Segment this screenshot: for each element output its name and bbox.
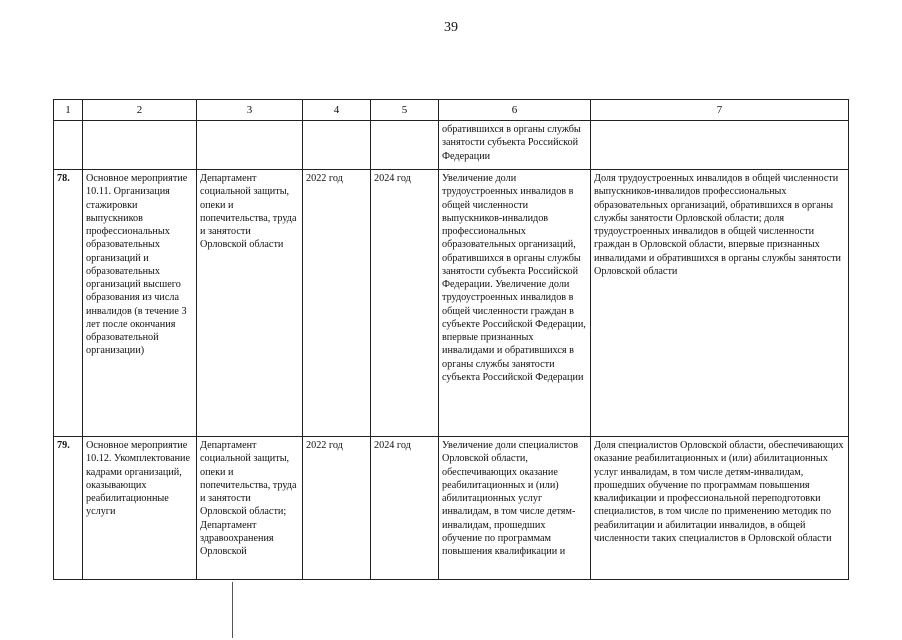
page-number: 39 xyxy=(444,20,458,35)
cell-result: Увеличение доли специалистов Орловской области, обеспечивающих оказание реабилитационных и (или) абилитационных услуг инвалидам, в том числе детям-инвалидам, прошедших обучение по программам повышения квалификации и xyxy=(439,437,591,580)
cell-measure: Основное мероприятие 10.12. Укомплектование кадрами организаций, оказывающих реабилитационные услуги xyxy=(83,437,197,580)
cell-empty xyxy=(197,121,303,170)
table-header-row xyxy=(54,100,849,121)
column-header-3: 3 xyxy=(197,100,303,121)
cell-row-number: 78. xyxy=(54,170,83,437)
cell-executor: Департамент социальной защиты, опеки и попечительства, труда и занятости Орловской области; Департамент здравоохранения Орловской xyxy=(197,437,303,580)
cell-row-number: 79. xyxy=(54,437,83,580)
cell-measure: Основное мероприятие 10.11. Организация стажировки выпускников профессиональных образовательных организаций и образовательных организаций высшего образования из числа инвалидов (в течение 3 лет после окончания образовательной организации) xyxy=(83,170,197,437)
cell-empty xyxy=(83,121,197,170)
cell-indicator: Доля специалистов Орловской области, обеспечивающих оказание реабилитационных и (или) абилитационных услуг инвалидам, в том числе детям-инвалидам, прошедших обучение по программам повышения квалификации и профессиональной переподготовки специалистов, в том числе по применению методик по реабилитации и абилитации инвалидов, в общей численности таких специалистов в Орловской области xyxy=(591,437,849,580)
fold-line xyxy=(232,582,233,638)
column-header-7: 7 xyxy=(591,100,849,121)
table-row xyxy=(54,437,849,580)
column-header-5: 5 xyxy=(371,100,439,121)
cell-empty xyxy=(303,121,371,170)
cell-indicator: Доля трудоустроенных инвалидов в общей численности выпускников-инвалидов профессиональных образовательных организаций, обратившихся в органы службы занятости Орловской области; доля трудоустроенных инвалидов в общей численности граждан в Орловской области, впервые признанных инвалидами и обратившихся в органы службы занятости Орловской области xyxy=(591,170,849,437)
cell-empty xyxy=(371,121,439,170)
table-row-continuation xyxy=(54,121,849,170)
cell-executor: Департамент социальной защиты, опеки и попечительства, труда и занятости Орловской области xyxy=(197,170,303,437)
measures-table xyxy=(53,99,849,580)
column-header-1: 1 xyxy=(54,100,83,121)
cell-end-year: 2024 год xyxy=(371,437,439,580)
cell-empty xyxy=(54,121,83,170)
cell-start-year: 2022 год xyxy=(303,170,371,437)
cell-result: Увеличение доли трудоустроенных инвалидов в общей численности выпускников-инвалидов профессиональных образовательных организаций, обратившихся в органы службы занятости субъекта Российской Федерации. Увеличение доли трудоустроенных инвалидов в общей численности граждан в субъекте Российской Федерации, впервые признанных инвалидами и обратившихся в органы службы занятости субъекта Российской Федерации xyxy=(439,170,591,437)
column-header-6: 6 xyxy=(439,100,591,121)
table-row xyxy=(54,170,849,437)
cell-result-continued: обратившихся в органы службы занятости субъекта Российской Федерации xyxy=(439,121,591,170)
column-header-4: 4 xyxy=(303,100,371,121)
column-header-2: 2 xyxy=(83,100,197,121)
cell-empty xyxy=(591,121,849,170)
cell-end-year: 2024 год xyxy=(371,170,439,437)
cell-start-year: 2022 год xyxy=(303,437,371,580)
